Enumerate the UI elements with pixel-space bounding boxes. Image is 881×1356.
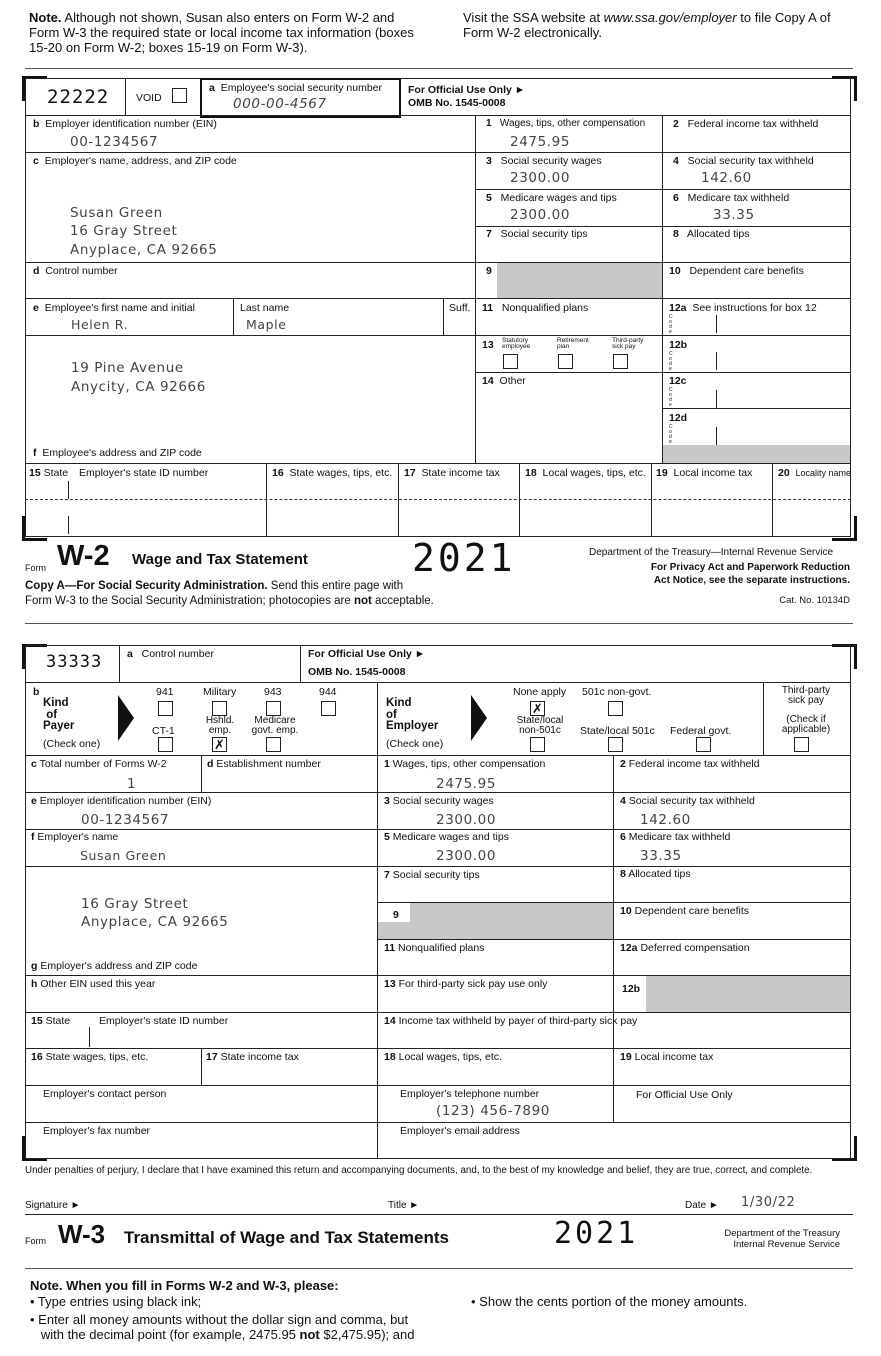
box5-label: 5 Medicare wages and tips <box>384 831 509 843</box>
box5-label: 5 Medicare wages and tips <box>486 192 617 204</box>
arrow-icon <box>118 695 134 741</box>
omb-number: OMB No. 1545-0008 <box>308 666 406 678</box>
payer-military-checkbox[interactable] <box>212 701 227 716</box>
official-use-label-2: For Official Use Only <box>636 1089 733 1101</box>
payer-944-checkbox[interactable] <box>321 701 336 716</box>
catalog-number: Cat. No. 10134D <box>779 595 850 606</box>
box-e-value[interactable]: 00-1234567 <box>81 812 170 828</box>
form-title: Wage and Tax Statement <box>132 551 308 568</box>
box8-label: 8 Allocated tips <box>673 228 750 240</box>
form-word: Form <box>25 563 46 573</box>
employee-street[interactable]: 19 Pine Avenue <box>71 360 184 376</box>
payer-ct1-checkbox[interactable] <box>158 737 173 752</box>
box9-label: 9 <box>486 265 492 277</box>
box3-label: 3 Social security wages <box>384 795 494 807</box>
employer-street[interactable]: 16 Gray Street <box>70 223 178 239</box>
box12d-shaded <box>663 445 850 463</box>
box6-value[interactable]: 33.35 <box>640 848 682 864</box>
box13-label: 13 <box>482 339 494 351</box>
box4-label: 4 Social security tax withheld <box>620 795 755 807</box>
divider <box>25 68 853 69</box>
payer-hshld-label: Hshld. emp. <box>205 715 235 736</box>
box12b-label: 12b <box>669 339 688 351</box>
form-name: W-2 <box>57 540 110 572</box>
box19-label: 19 Local income tax <box>620 1051 714 1063</box>
official-use-label: For Official Use Only ► <box>408 84 526 96</box>
box12b-label: 12b <box>622 983 641 995</box>
box6-label: 6 Medicare tax withheld <box>673 192 790 204</box>
tax-year: 2021 <box>412 536 516 580</box>
corner-mark <box>832 644 857 669</box>
box3-value[interactable]: 2300.00 <box>436 812 497 828</box>
form-name: W-3 <box>58 1219 106 1249</box>
box-c-value[interactable]: 1 <box>127 776 137 792</box>
box9-shaded-left <box>378 922 410 939</box>
box4-label: 4 Social security tax withheld <box>673 155 814 167</box>
employer-street[interactable]: 16 Gray Street <box>81 896 189 912</box>
box2-label: 2 Federal income tax withheld <box>620 758 760 770</box>
payer-medicare-checkbox[interactable] <box>266 737 281 752</box>
box2-label: 2 Federal income tax withheld <box>673 118 819 130</box>
box12a-label: 12a See instructions for box 12 <box>669 302 817 314</box>
box4-value[interactable]: 142.60 <box>640 812 691 828</box>
retirement-plan-checkbox[interactable] <box>558 354 573 369</box>
title-label: Title ► <box>388 1200 420 1211</box>
code-label: C o d e <box>669 387 673 408</box>
void-checkbox[interactable] <box>172 88 187 103</box>
box10-label: 10 Dependent care benefits <box>620 905 750 917</box>
check-one-label: (Check one) <box>43 738 101 750</box>
box-e-label: e Employee's first name and initial <box>33 302 195 314</box>
code-label: C o d e <box>669 424 673 445</box>
box15-label: 15 State <box>31 1015 71 1027</box>
code-label: C o d e <box>669 351 673 372</box>
box20-label: 20 Locality name <box>778 467 852 479</box>
employer-name[interactable]: Susan Green <box>70 205 163 221</box>
box9-label: 9 <box>393 909 399 921</box>
box-d-label: d Control number <box>33 265 118 277</box>
box1-value[interactable]: 2475.95 <box>436 776 497 792</box>
emp-none-label: None apply <box>513 686 567 698</box>
box-b-value[interactable]: 00-1234567 <box>70 134 159 150</box>
bottom-note-heading: Note. When you fill in Forms W-2 and W-3, please: <box>30 1278 339 1293</box>
corner-mark <box>832 76 857 101</box>
code-label: C o d e <box>669 314 673 335</box>
last-name-label: Last name <box>240 302 290 314</box>
box1-label: 1 Wages, tips, other compensation <box>384 758 546 770</box>
ssn-label: a Employee's social security number <box>209 82 383 94</box>
emp-federal-checkbox[interactable] <box>696 737 711 752</box>
box1-value[interactable]: 2475.95 <box>510 134 571 150</box>
telephone-value[interactable]: (123) 456-7890 <box>436 1103 550 1119</box>
divider <box>25 623 853 624</box>
box14-label: 14 Income tax withheld by payer of third-party sick pay <box>384 1015 638 1027</box>
ssa-url-link[interactable]: www.ssa.gov/employer <box>603 10 737 25</box>
box17-label: 17 State income tax <box>206 1051 299 1063</box>
box17-label: 17 State income tax <box>404 467 500 479</box>
kind-of-employer-label: Kind of Employer <box>386 697 439 732</box>
box12d-label: 12d <box>669 412 688 424</box>
email-label: Employer's email address <box>400 1125 520 1137</box>
tax-year: 2021 <box>554 1216 639 1251</box>
box5-value[interactable]: 2300.00 <box>510 207 571 223</box>
box7-label: 7 Social security tips <box>486 228 588 240</box>
emp-state-local-label: State/local non-501c <box>516 715 564 736</box>
box-f-label: f Employer's name <box>31 831 119 843</box>
payer-941-label: 941 <box>156 686 174 698</box>
omb-number: OMB No. 1545-0008 <box>408 97 506 109</box>
box-d-label: d Establishment number <box>207 758 321 770</box>
box-b-label: b <box>33 686 40 698</box>
box3-value[interactable]: 2300.00 <box>510 170 571 186</box>
top-note-left: Note. Although not shown, Susan also enters on Form W-2 and Form W-3 the required state or local income tax information (boxes 15-20 on Form W-2; boxes 15-19 on Form W-3). <box>29 10 414 55</box>
bottom-note-bullet-1: • Type entries using black ink; <box>30 1294 202 1309</box>
box1-label: 1 Wages, tips, other compensation <box>486 118 646 129</box>
box5-value[interactable]: 2300.00 <box>436 848 497 864</box>
box7-label: 7 Social security tips <box>384 869 480 881</box>
perjury-statement: Under penalties of perjury, I declare that I have examined this return and accompanying documents, and, to the best of my knowledge and belief, they are true, correct, and complete. <box>25 1165 813 1176</box>
box-f-value[interactable]: Susan Green <box>80 848 167 863</box>
box12a-label: 12a Deferred compensation <box>620 942 750 954</box>
box9-shaded <box>497 263 662 298</box>
emp-state-local-checkbox[interactable] <box>530 737 545 752</box>
date-label: Date ► <box>685 1200 719 1211</box>
suffix-label: Suff. <box>449 302 471 314</box>
box-f-label: f Employee's address and ZIP code <box>33 447 202 459</box>
payer-military-label: Military <box>203 686 237 698</box>
box11-label: 11 Nonqualified plans <box>384 942 485 954</box>
box16-label: 16 State wages, tips, etc. <box>31 1051 149 1063</box>
void-label: VOID <box>136 92 162 104</box>
third-party-label: Third-party sick pay <box>612 337 644 350</box>
emp-federal-label: Federal govt. <box>670 725 732 737</box>
employer-city[interactable]: Anyplace, CA 92665 <box>81 914 229 930</box>
ssn-value[interactable]: 000-00-4567 <box>233 96 327 112</box>
privacy-notice-2: Act Notice, see the separate instructions. <box>653 575 850 586</box>
box-e-label: e Employer identification number (EIN) <box>31 795 212 807</box>
box-c-label: c Total number of Forms W-2 <box>31 758 167 770</box>
privacy-notice-1: For Privacy Act and Paperwork Reduction <box>650 562 850 573</box>
employer-city[interactable]: Anyplace, CA 92665 <box>70 242 218 258</box>
box19-label: 19 Local income tax <box>656 467 753 479</box>
bottom-note-bullet-2: • Enter all money amounts without the dollar sign and comma, but with the decimal point (for example, 2475.95 not $2,475.95); and <box>30 1312 415 1342</box>
department-1: Department of the Treasury <box>724 1228 840 1239</box>
retirement-label: Retirement plan <box>557 337 589 350</box>
box-a-label: a Control number <box>127 648 214 660</box>
box13-label: 13 For third-party sick pay use only <box>384 978 548 990</box>
form-code: 33333 <box>46 652 103 672</box>
box9-shaded <box>410 903 613 939</box>
box18-label: 18 Local wages, tips, etc. <box>525 467 646 479</box>
payer-943-label: 943 <box>264 686 282 698</box>
employee-last-name[interactable]: Maple <box>246 317 287 332</box>
bottom-note-bullet-3: • Show the cents portion of the money amounts. <box>471 1294 748 1309</box>
box18-label: 18 Local wages, tips, etc. <box>384 1051 502 1063</box>
employee-city[interactable]: Anycity, CA 92666 <box>71 379 206 395</box>
box15-state-id-label: Employer's state ID number <box>99 1015 229 1027</box>
copy-a-text: Copy A—For Social Security Administration. Send this entire page with Form W-3 to the Social Security Administration; photocopies are not acceptable. <box>25 580 434 607</box>
payer-943-checkbox[interactable] <box>266 701 281 716</box>
third-party-sick-pay-checkbox[interactable] <box>613 354 628 369</box>
department-2: Internal Revenue Service <box>733 1239 840 1250</box>
box3-label: 3 Social security wages <box>486 155 602 167</box>
statutory-label: Statutory employee <box>502 337 531 350</box>
payer-ct1-label: CT-1 <box>152 725 175 737</box>
payer-944-label: 944 <box>319 686 337 698</box>
check-if-label: (Check if applicable) <box>781 714 831 735</box>
box15-state-id-label: Employer's state ID number <box>79 467 209 479</box>
box15-label: 15 State <box>29 467 69 479</box>
telephone-label: Employer's telephone number <box>400 1088 540 1100</box>
corner-mark <box>832 516 857 541</box>
box-g-label: g Employer's address and ZIP code <box>31 960 198 972</box>
payer-hshld-checkbox[interactable]: ✗ <box>212 737 227 752</box>
fax-label: Employer's fax number <box>43 1125 151 1137</box>
box4-value[interactable]: 142.60 <box>701 170 752 186</box>
top-note-right: Visit the SSA website at www.ssa.gov/employer to file Copy A of Form W-2 electronically. <box>463 10 831 40</box>
department: Department of the Treasury—Internal Revenue Service <box>589 547 834 558</box>
dashed-divider <box>25 499 851 500</box>
date-value[interactable]: 1/30/22 <box>741 1195 796 1210</box>
box10-label: 10 Dependent care benefits <box>669 265 804 277</box>
arrow-icon <box>471 695 487 741</box>
box14-label: 14 Other <box>482 375 526 387</box>
box6-value[interactable]: 33.35 <box>713 207 755 223</box>
third-party-label: Third-party sick pay <box>781 685 831 706</box>
form-title: Transmittal of Wage and Tax Statements <box>124 1228 449 1247</box>
box16-label: 16 State wages, tips, etc. <box>272 467 393 479</box>
payer-941-checkbox[interactable] <box>158 701 173 716</box>
contact-person-label: Employer's contact person <box>43 1088 167 1100</box>
box8-label: 8 Allocated tips <box>620 868 691 880</box>
emp-none-checkbox[interactable]: ✗ <box>530 701 545 716</box>
box-c-label: c Employer's name, address, and ZIP code <box>33 155 237 167</box>
kind-of-payer-label: Kind of Payer <box>43 697 75 732</box>
check-one-label: (Check one) <box>386 738 444 750</box>
box6-label: 6 Medicare tax withheld <box>620 831 731 843</box>
form-word: Form <box>25 1236 46 1246</box>
official-use-label: For Official Use Only ► <box>308 648 426 660</box>
box-h-label: h Other EIN used this year <box>31 978 156 990</box>
box11-label: 11 Nonqualified plans <box>482 302 589 314</box>
payer-medicare-label: Medicare govt. emp. <box>251 715 299 736</box>
form-code: 22222 <box>47 86 110 108</box>
box12c-label: 12c <box>669 375 687 387</box>
box12b-shaded <box>646 976 850 1012</box>
emp-state-501c-checkbox[interactable] <box>608 737 623 752</box>
emp-state-501c-label: State/local 501c <box>580 725 655 737</box>
signature-label: Signature ► <box>25 1200 81 1211</box>
third-party-checkbox[interactable] <box>794 737 809 752</box>
employee-first-name[interactable]: Helen R. <box>71 317 129 332</box>
emp-501c-label: 501c non-govt. <box>582 686 652 698</box>
statutory-employee-checkbox[interactable] <box>503 354 518 369</box>
emp-501c-checkbox[interactable] <box>608 701 623 716</box>
box-b-label: b Employer identification number (EIN) <box>33 118 217 130</box>
